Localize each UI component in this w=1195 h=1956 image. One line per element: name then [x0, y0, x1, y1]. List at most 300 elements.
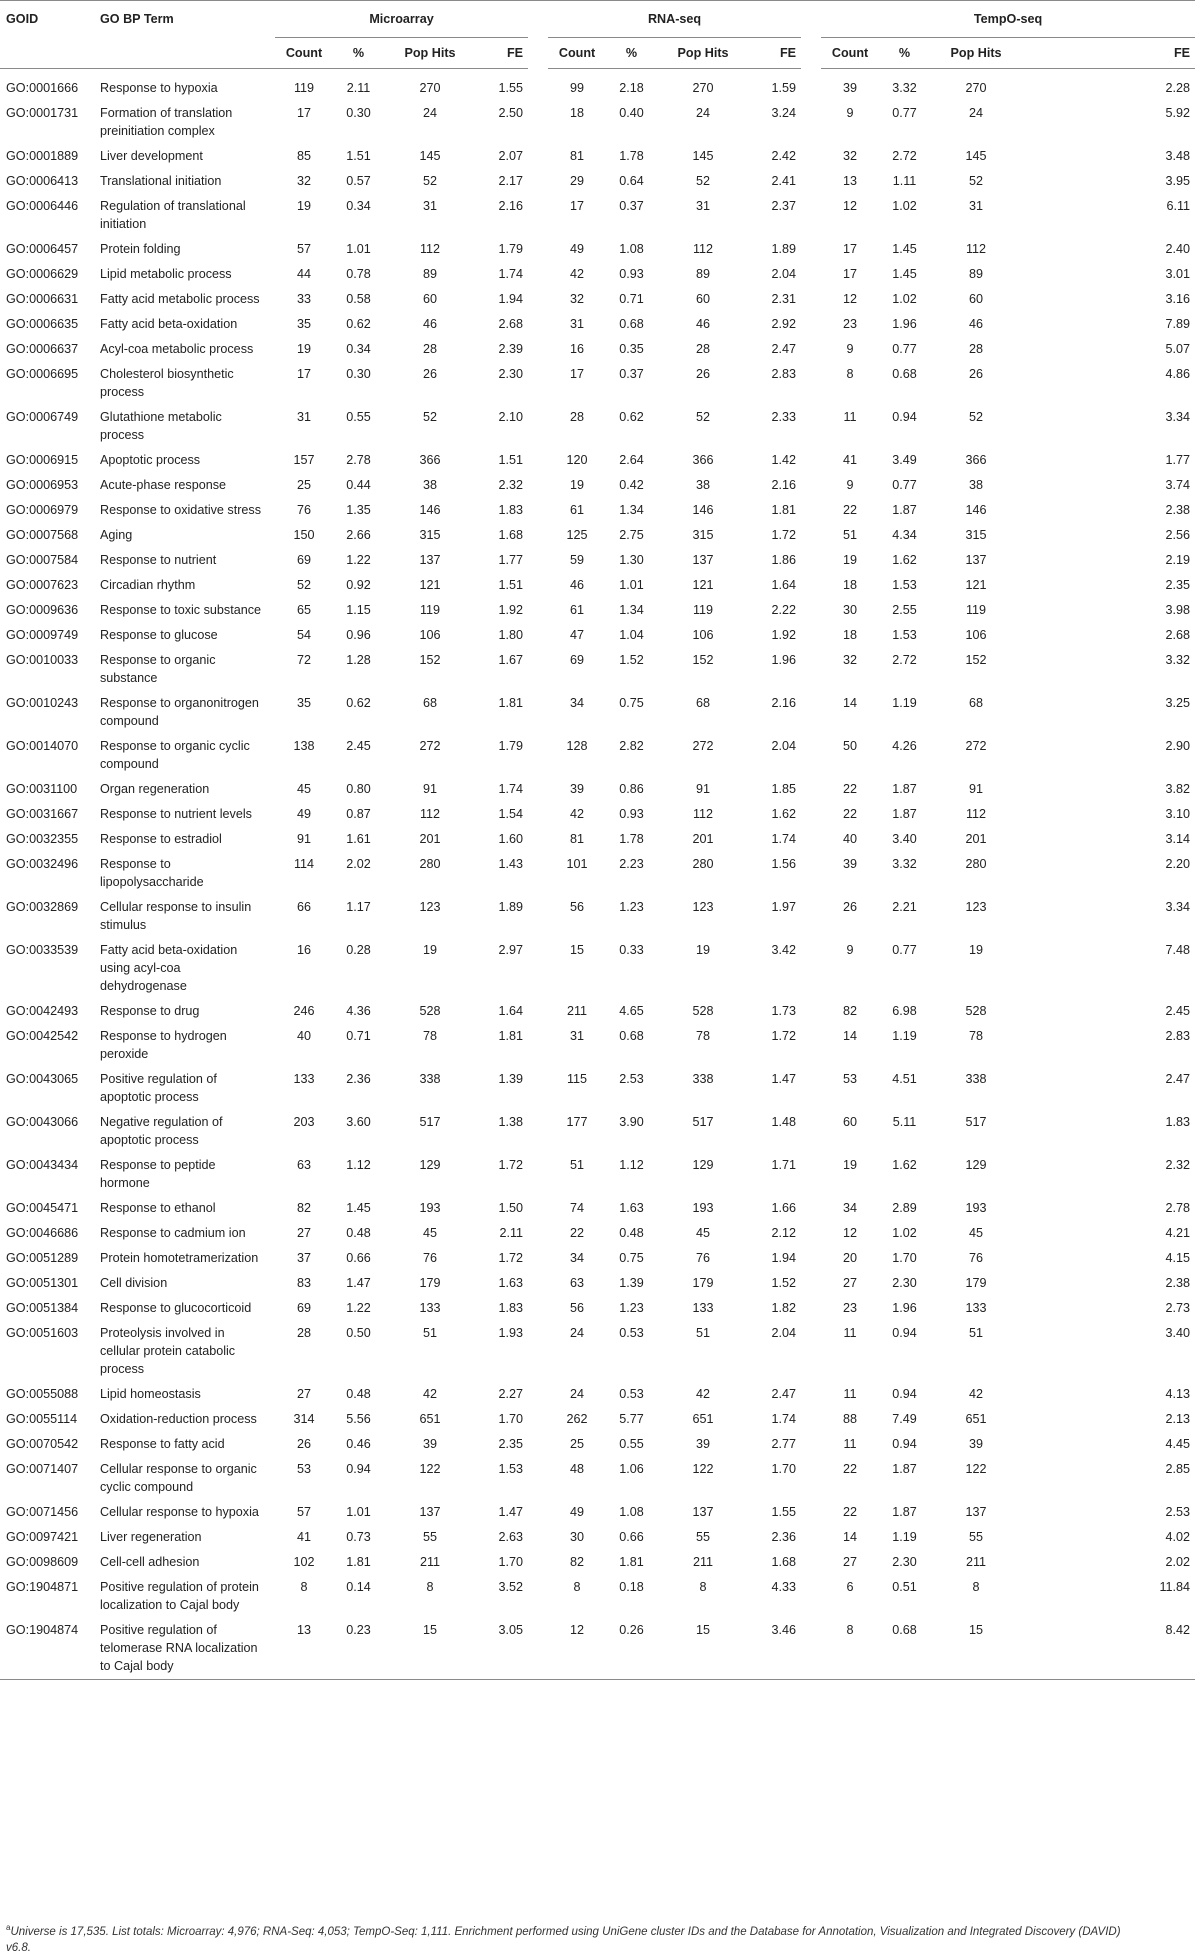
cell-microarray-pop-hits: 201 [419, 832, 441, 846]
cell-microarray-pct: 0.30 [346, 106, 371, 120]
cell-temposeq-count: 88 [843, 1412, 858, 1426]
cell-microarray-pop-hits: 517 [419, 1115, 441, 1129]
cell-microarray-pop-hits: 146 [419, 503, 441, 517]
cell-term: Cell division [100, 1276, 168, 1290]
cell-rnaseq-count: 128 [566, 739, 588, 753]
cell-microarray-pct: 0.48 [346, 1387, 371, 1401]
cell-rnaseq-fe: 1.42 [771, 453, 797, 467]
cell-microarray-count: 65 [296, 603, 311, 617]
cell-rnaseq-pop-hits: 193 [692, 1201, 714, 1215]
cell-temposeq-fe: 2.32 [1165, 1158, 1191, 1172]
cell-microarray-pop-hits: 145 [419, 149, 441, 163]
cell-microarray-count: 133 [293, 1072, 315, 1086]
cell-rnaseq-pop-hits: 31 [696, 199, 711, 213]
cell-microarray-count: 82 [296, 1201, 311, 1215]
cell-rnaseq-fe: 1.71 [771, 1158, 797, 1172]
cell-temposeq-fe: 2.85 [1165, 1462, 1191, 1476]
cell-rnaseq-pop-hits: 52 [696, 410, 711, 424]
cell-microarray-count: 69 [296, 1301, 311, 1315]
cell-microarray-count: 17 [296, 367, 311, 381]
cell-rnaseq-pct: 1.78 [619, 832, 644, 846]
cell-temposeq-pop-hits: 528 [965, 1004, 987, 1018]
cell-goid: GO:0007584 [6, 553, 79, 567]
table-row [0, 1500, 1195, 1525]
cell-rnaseq-fe: 2.77 [771, 1437, 797, 1451]
cell-rnaseq-pct: 0.71 [619, 292, 644, 306]
cell-microarray-fe: 1.38 [498, 1115, 524, 1129]
cell-rnaseq-fe: 1.74 [771, 1412, 797, 1426]
cell-rnaseq-pop-hits: 270 [692, 81, 714, 95]
cell-rnaseq-count: 49 [570, 242, 585, 256]
cell-temposeq-pop-hits: 137 [965, 1505, 987, 1519]
subheader-gap [528, 38, 548, 69]
cell-rnaseq-pop-hits: 89 [696, 267, 711, 281]
cell-gap [528, 852, 548, 895]
cell-temposeq-count: 53 [843, 1072, 858, 1086]
cell-rnaseq-pop-hits: 211 [692, 1555, 714, 1569]
cell-goid: GO:0031667 [6, 807, 79, 821]
table-row [0, 1110, 1195, 1153]
cell-goid: GO:0051384 [6, 1301, 79, 1315]
cell-temposeq-pct: 0.77 [892, 478, 917, 492]
cell-temposeq-count: 11 [843, 1387, 857, 1401]
cell-temposeq-pop-hits: 51 [969, 1326, 984, 1340]
cell-goid: GO:0006635 [6, 317, 79, 331]
cell-gap [528, 1024, 548, 1067]
table-row [0, 69, 1195, 101]
cell-gap [528, 1153, 548, 1196]
cell-rnaseq-fe: 1.97 [771, 900, 797, 914]
cell-microarray-fe: 1.83 [498, 1301, 524, 1315]
cell-microarray-pct: 0.34 [346, 199, 371, 213]
cell-temposeq-pct: 2.21 [892, 900, 917, 914]
cell-temposeq-fe: 4.45 [1165, 1437, 1191, 1451]
cell-microarray-pct: 0.62 [346, 696, 371, 710]
table-footnote [6, 1920, 1136, 1956]
cell-gap [801, 1067, 821, 1110]
cell-goid: GO:0009749 [6, 628, 79, 642]
cell-temposeq-pct: 3.32 [892, 857, 917, 871]
cell-temposeq-count: 22 [843, 807, 858, 821]
cell-microarray-count: 16 [296, 943, 311, 957]
cell-temposeq-fe: 4.02 [1165, 1530, 1191, 1544]
cell-temposeq-pop-hits: 8 [972, 1580, 980, 1594]
cell-rnaseq-count: 17 [570, 367, 585, 381]
cell-gap [528, 1525, 548, 1550]
cell-microarray-pop-hits: 272 [419, 739, 441, 753]
cell-temposeq-pop-hits: 38 [969, 478, 984, 492]
cell-microarray-pct: 0.48 [346, 1226, 371, 1240]
cell-temposeq-pop-hits: 76 [969, 1251, 984, 1265]
cell-microarray-pct: 2.36 [346, 1072, 371, 1086]
cell-temposeq-count: 9 [846, 943, 854, 957]
cell-temposeq-pct: 1.62 [892, 1158, 917, 1172]
cell-temposeq-pct: 4.34 [892, 528, 917, 542]
cell-rnaseq-count: 25 [570, 1437, 585, 1451]
cell-temposeq-fe: 4.21 [1165, 1226, 1191, 1240]
cell-microarray-fe: 1.67 [498, 653, 524, 667]
cell-microarray-pop-hits: 366 [419, 453, 441, 467]
cell-term: Response to organonitrogen compound [100, 696, 259, 728]
cell-rnaseq-fe: 2.36 [771, 1530, 797, 1544]
cell-temposeq-pop-hits: 15 [930, 1618, 1022, 1680]
cell-microarray-count: 314 [293, 1412, 315, 1426]
cell-microarray-pct: 1.01 [346, 242, 371, 256]
cell-goid: GO:0051301 [6, 1276, 79, 1290]
cell-microarray-fe: 1.53 [498, 1462, 524, 1476]
cell-goid: GO:0071407 [6, 1462, 79, 1476]
cell-gap [528, 999, 548, 1024]
cell-rnaseq-pop-hits: 122 [692, 1462, 714, 1476]
table-row [0, 802, 1195, 827]
cell-rnaseq-count: 56 [570, 1301, 585, 1315]
cell-microarray-count: 49 [296, 807, 311, 821]
cell-term: Acyl-coa metabolic process [100, 342, 254, 356]
cell-rnaseq-pct: 0.62 [619, 410, 644, 424]
cell-term: Response to organic substance [100, 653, 216, 685]
cell-gap [528, 362, 548, 405]
cell-temposeq-fe: 1.83 [1165, 1115, 1191, 1129]
cell-microarray-pop-hits: 52 [422, 410, 437, 424]
cell-rnaseq-pct: 1.23 [619, 900, 644, 914]
cell-temposeq-pop-hits: 39 [969, 1437, 984, 1451]
cell-microarray-fe: 1.80 [498, 628, 524, 642]
cell-temposeq-pct: 2.89 [892, 1201, 917, 1215]
cell-goid: GO:0007568 [6, 528, 79, 542]
cell-temposeq-count: 8 [846, 367, 854, 381]
cell-microarray-pop-hits: 42 [422, 1387, 437, 1401]
cell-rnaseq-count: 29 [570, 174, 585, 188]
cell-gap [528, 1246, 548, 1271]
table-row [0, 1153, 1195, 1196]
cell-rnaseq-pop-hits: 315 [692, 528, 714, 542]
cell-term: Lipid metabolic process [100, 267, 232, 281]
cell-microarray-fe: 2.50 [498, 106, 524, 120]
cell-microarray-pop-hits: 137 [419, 553, 441, 567]
cell-microarray-pop-hits: 8 [426, 1580, 434, 1594]
cell-temposeq-fe: 3.10 [1165, 807, 1191, 821]
cell-temposeq-count: 9 [846, 342, 854, 356]
cell-rnaseq-fe: 1.72 [771, 1029, 797, 1043]
cell-temposeq-count: 40 [843, 832, 858, 846]
cell-microarray-fe: 2.10 [498, 410, 524, 424]
cell-goid: GO:0043065 [6, 1072, 79, 1086]
cell-gap [528, 691, 548, 734]
subheader-temposeq-pop-hits: Pop Hits [930, 38, 1022, 69]
table-row [0, 101, 1195, 144]
cell-temposeq-pop-hits: 28 [969, 342, 984, 356]
cell-rnaseq-count: 81 [570, 149, 585, 163]
cell-rnaseq-pct: 0.18 [619, 1580, 644, 1594]
cell-temposeq-pop-hits: 78 [969, 1029, 984, 1043]
cell-gap [801, 734, 821, 777]
cell-temposeq-fe: 5.92 [1165, 106, 1191, 120]
cell-gap [528, 1432, 548, 1457]
cell-rnaseq-fe: 1.66 [771, 1201, 797, 1215]
cell-microarray-pct: 2.11 [346, 81, 371, 95]
cell-temposeq-pop-hits: 112 [965, 807, 987, 821]
cell-term: Response to drug [100, 1004, 200, 1018]
cell-temposeq-pct: 2.72 [892, 149, 917, 163]
subheader-microarray-fe: FE [476, 38, 528, 69]
table-row [0, 1432, 1195, 1457]
cell-microarray-count: 57 [296, 1505, 311, 1519]
cell-microarray-fe: 1.68 [498, 528, 524, 542]
cell-rnaseq-pop-hits: 145 [692, 149, 714, 163]
cell-microarray-count: 53 [296, 1462, 311, 1476]
cell-temposeq-pop-hits: 137 [965, 553, 987, 567]
table-row [0, 648, 1195, 691]
cell-gap [801, 169, 821, 194]
cell-rnaseq-count: 211 [566, 1004, 588, 1018]
cell-temposeq-pop-hits: 55 [969, 1530, 984, 1544]
cell-gap [528, 623, 548, 648]
cell-temposeq-fe: 3.16 [1165, 292, 1191, 306]
cell-microarray-pct: 1.81 [346, 1555, 371, 1569]
cell-rnaseq-count: 34 [570, 1251, 585, 1265]
cell-microarray-count: 69 [296, 553, 311, 567]
cell-microarray-fe: 2.27 [498, 1387, 524, 1401]
cell-gap [528, 101, 548, 144]
cell-rnaseq-pop-hits: 52 [696, 174, 711, 188]
cell-rnaseq-count: 48 [570, 1462, 585, 1476]
cell-temposeq-fe: 3.34 [1165, 410, 1191, 424]
cell-temposeq-pop-hits: 45 [969, 1226, 984, 1240]
cell-term: Response to ethanol [100, 1201, 216, 1215]
cell-gap [528, 1296, 548, 1321]
cell-rnaseq-fe: 1.48 [771, 1115, 797, 1129]
cell-temposeq-count: 8 [821, 1618, 879, 1680]
cell-gap [801, 523, 821, 548]
cell-gap [801, 448, 821, 473]
cell-temposeq-pop-hits: 366 [965, 453, 987, 467]
cell-term: Response to oxidative stress [100, 503, 262, 517]
cell-gap [528, 1321, 548, 1382]
cell-rnaseq-pct: 0.68 [619, 317, 644, 331]
cell-temposeq-pct: 0.94 [892, 410, 917, 424]
cell-temposeq-pct: 1.62 [892, 553, 917, 567]
cell-microarray-fe: 1.81 [498, 1029, 524, 1043]
cell-temposeq-fe: 2.35 [1165, 578, 1191, 592]
cell-microarray-fe: 1.72 [498, 1158, 524, 1172]
cell-temposeq-fe: 2.02 [1165, 1555, 1191, 1569]
cell-temposeq-pct: 3.40 [892, 832, 917, 846]
cell-temposeq-pct: 1.87 [892, 503, 917, 517]
cell-temposeq-pop-hits: 179 [965, 1276, 987, 1290]
cell-microarray-pop-hits: 193 [419, 1201, 441, 1215]
cell-temposeq-fe: 2.90 [1165, 739, 1191, 753]
cell-temposeq-pct: 1.19 [892, 1029, 917, 1043]
cell-rnaseq-count: 61 [570, 503, 585, 517]
cell-gap [801, 405, 821, 448]
cell-temposeq-count: 27 [843, 1555, 858, 1569]
cell-microarray-fe: 2.63 [498, 1530, 524, 1544]
table-row [0, 1457, 1195, 1500]
cell-gap [801, 648, 821, 691]
cell-rnaseq-pct: 0.68 [619, 1029, 644, 1043]
cell-rnaseq-count: 82 [570, 1555, 585, 1569]
cell-microarray-pct: 1.45 [346, 1201, 371, 1215]
table-row [0, 337, 1195, 362]
cell-microarray-fe: 1.94 [498, 292, 524, 306]
cell-rnaseq-pop-hits: 78 [696, 1029, 711, 1043]
cell-temposeq-pop-hits: 42 [969, 1387, 984, 1401]
cell-temposeq-count: 22 [843, 782, 858, 796]
cell-microarray-pct: 2.45 [346, 739, 371, 753]
cell-goid: GO:0006979 [6, 503, 79, 517]
cell-term: Fatty acid beta-oxidation [100, 317, 238, 331]
cell-temposeq-fe: 2.28 [1165, 81, 1191, 95]
cell-microarray-pop-hits: 338 [419, 1072, 441, 1086]
cell-temposeq-pct: 5.11 [892, 1115, 917, 1129]
table-row [0, 1382, 1195, 1407]
cell-term: Cellular response to organic cyclic compound [100, 1462, 257, 1494]
cell-temposeq-count: 14 [843, 696, 858, 710]
cell-microarray-count: 72 [296, 653, 311, 667]
cell-microarray-count: 119 [293, 81, 315, 95]
cell-rnaseq-pop-hits: 8 [699, 1580, 707, 1594]
cell-microarray-pop-hits: 76 [422, 1251, 437, 1265]
cell-gap [801, 69, 821, 101]
cell-temposeq-pct: 1.87 [892, 807, 917, 821]
table-row [0, 852, 1195, 895]
cell-gap [801, 1618, 821, 1680]
cell-gap [801, 287, 821, 312]
cell-rnaseq-pop-hits: 146 [692, 503, 714, 517]
cell-microarray-pct: 0.57 [346, 174, 371, 188]
cell-temposeq-pop-hits: 52 [969, 174, 984, 188]
cell-rnaseq-fe: 1.82 [771, 1301, 797, 1315]
table-row [0, 1321, 1195, 1382]
table-row [0, 734, 1195, 777]
table-row [0, 1525, 1195, 1550]
cell-temposeq-fe: 3.34 [1165, 900, 1191, 914]
cell-temposeq-count: 23 [843, 317, 858, 331]
cell-gap [528, 648, 548, 691]
cell-rnaseq-count: 120 [566, 453, 588, 467]
cell-microarray-count: 35 [296, 696, 311, 710]
cell-term: Response to glucose [100, 628, 218, 642]
cell-microarray-pop-hits: 651 [419, 1412, 441, 1426]
cell-temposeq-count: 51 [843, 528, 858, 542]
cell-rnaseq-count: 42 [570, 267, 585, 281]
cell-microarray-count: 83 [296, 1276, 311, 1290]
cell-temposeq-pct: 0.94 [892, 1437, 917, 1451]
cell-rnaseq-pct: 0.55 [619, 1437, 644, 1451]
cell-temposeq-pct: 0.94 [892, 1326, 917, 1340]
cell-temposeq-pct: 1.53 [892, 578, 917, 592]
cell-rnaseq-count: 101 [566, 857, 588, 871]
cell-microarray-pop-hits: 31 [422, 199, 437, 213]
cell-microarray-pct: 2.66 [346, 528, 371, 542]
cell-rnaseq-pop-hits: 68 [696, 696, 711, 710]
cell-rnaseq-pct: 0.33 [619, 943, 644, 957]
cell-rnaseq-count: 99 [570, 81, 585, 95]
cell-rnaseq-pct: 2.23 [619, 857, 644, 871]
cell-microarray-fe: 1.79 [498, 739, 524, 753]
cell-microarray-count: 44 [296, 267, 311, 281]
cell-microarray-pop-hits: 91 [422, 782, 437, 796]
cell-rnaseq-pop-hits: 19 [696, 943, 711, 957]
cell-temposeq-pop-hits: 19 [969, 943, 984, 957]
cell-temposeq-pct: 0.94 [892, 1387, 917, 1401]
cell-microarray-count: 37 [296, 1251, 311, 1265]
cell-temposeq-count: 18 [843, 628, 858, 642]
cell-rnaseq-fe: 1.92 [771, 628, 797, 642]
cell-temposeq-count: 34 [843, 1201, 858, 1215]
cell-rnaseq-pop-hits: 39 [696, 1437, 711, 1451]
table-row [0, 598, 1195, 623]
cell-temposeq-count: 13 [843, 174, 858, 188]
cell-microarray-pop-hits: 60 [422, 292, 437, 306]
cell-temposeq-pop-hits: 315 [965, 528, 987, 542]
cell-goid: GO:0042493 [6, 1004, 79, 1018]
cell-temposeq-pop-hits: 52 [969, 410, 984, 424]
cell-gap [801, 101, 821, 144]
cell-rnaseq-pop-hits: 152 [692, 653, 714, 667]
cell-microarray-fe: 1.63 [498, 1276, 524, 1290]
cell-gap [528, 1575, 548, 1618]
cell-temposeq-count: 39 [843, 81, 858, 95]
cell-rnaseq-pct: 0.75 [619, 1251, 644, 1265]
cell-goid: GO:0010033 [6, 653, 79, 667]
cell-term: Apoptotic process [100, 453, 201, 467]
cell-rnaseq-pop-hits: 651 [692, 1412, 714, 1426]
cell-rnaseq-pop-hits: 137 [692, 1505, 714, 1519]
cell-microarray-pct: 0.14 [346, 1580, 371, 1594]
cell-temposeq-fe: 3.14 [1165, 832, 1191, 846]
cell-temposeq-fe: 3.01 [1165, 267, 1191, 281]
cell-temposeq-pop-hits: 91 [969, 782, 984, 796]
cell-microarray-count: 17 [296, 106, 311, 120]
cell-temposeq-count: 9 [846, 106, 854, 120]
cell-microarray-pct: 3.60 [346, 1115, 371, 1129]
cell-rnaseq-fe: 1.72 [771, 528, 797, 542]
cell-microarray-pct: 1.22 [346, 1301, 371, 1315]
cell-rnaseq-pop-hits: 15 [657, 1618, 749, 1680]
cell-temposeq-pct: 4.26 [892, 739, 917, 753]
cell-rnaseq-pct: 1.06 [619, 1462, 644, 1476]
cell-rnaseq-pop-hits: 42 [696, 1387, 711, 1401]
cell-temposeq-pop-hits: 121 [965, 578, 987, 592]
cell-term: Response to fatty acid [100, 1437, 225, 1451]
cell-gap [528, 237, 548, 262]
cell-microarray-pct: 2.02 [346, 857, 371, 871]
cell-term: Response to nutrient levels [100, 807, 252, 821]
cell-rnaseq-pct: 2.18 [619, 81, 644, 95]
cell-gap [801, 144, 821, 169]
cell-rnaseq-fe: 1.56 [771, 857, 797, 871]
cell-microarray-pct: 0.44 [346, 478, 371, 492]
header-goid: GOID [0, 1, 100, 38]
cell-temposeq-pct: 0.68 [892, 367, 917, 381]
cell-temposeq-pop-hits: 338 [965, 1072, 987, 1086]
cell-rnaseq-pct: 0.64 [619, 174, 644, 188]
table-row [0, 623, 1195, 648]
cell-temposeq-count: 27 [843, 1276, 858, 1290]
cell-microarray-pop-hits: 129 [419, 1158, 441, 1172]
table-row [0, 1550, 1195, 1575]
subheader-temposeq-fe: FE [1022, 38, 1195, 69]
cell-temposeq-fe: 7.48 [1165, 943, 1191, 957]
cell-gap [528, 895, 548, 938]
cell-gap [528, 598, 548, 623]
cell-microarray-count: 114 [293, 857, 315, 871]
cell-temposeq-pct: 1.19 [892, 696, 917, 710]
cell-microarray-count: 91 [296, 832, 311, 846]
cell-microarray-count: 63 [296, 1158, 311, 1172]
cell-rnaseq-pop-hits: 46 [696, 317, 711, 331]
